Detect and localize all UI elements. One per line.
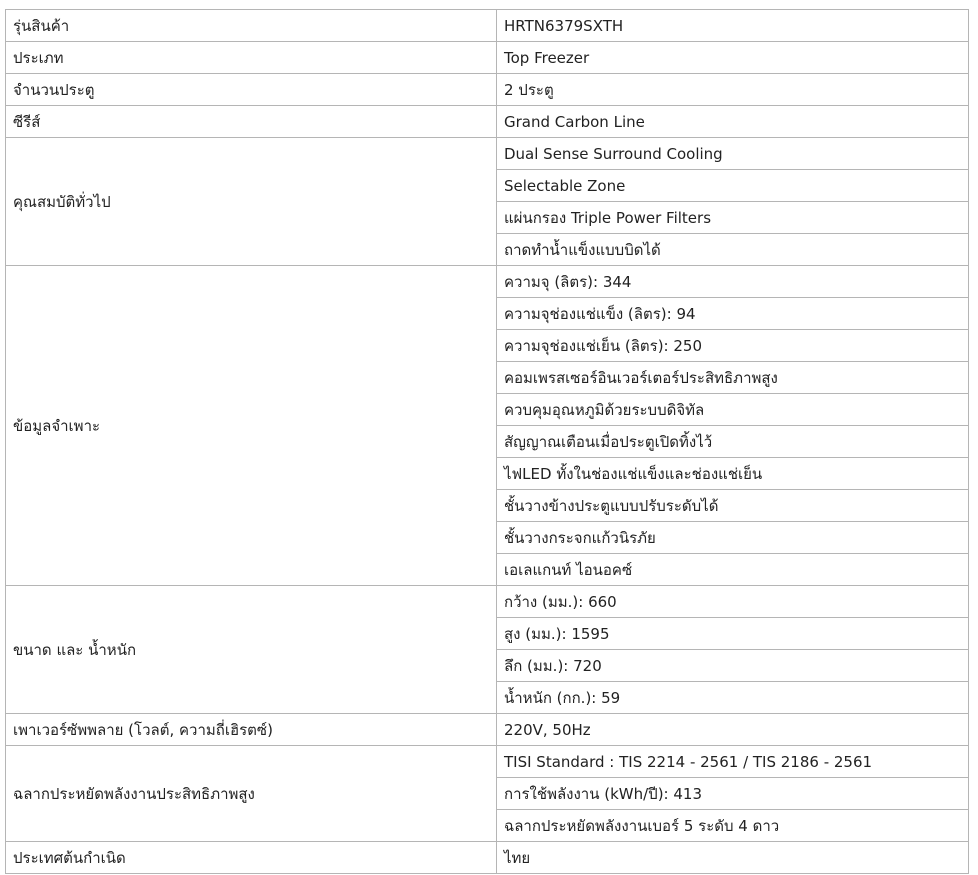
- spec-value: กว้าง (มม.): 660: [497, 586, 969, 618]
- spec-label: ซีรีส์: [6, 106, 497, 138]
- spec-value: 2 ประตู: [497, 74, 969, 106]
- spec-label: รุ่นสินค้า: [6, 10, 497, 42]
- spec-label: ฉลากประหยัดพลังงานประสิทธิภาพสูง: [6, 746, 497, 842]
- spec-label: คุณสมบัติทั่วไป: [6, 138, 497, 266]
- spec-label: เพาเวอร์ซัพพลาย (โวลต์, ความถี่เฮิรตซ์): [6, 714, 497, 746]
- spec-label: ข้อมูลจำเพาะ: [6, 266, 497, 586]
- spec-row: [6, 74, 969, 106]
- spec-row: [6, 586, 969, 618]
- spec-value: ควบคุมอุณหภูมิด้วยระบบดิจิทัล: [497, 394, 969, 426]
- spec-value: ความจุ (ลิตร): 344: [497, 266, 969, 298]
- spec-value: Grand Carbon Line: [497, 106, 969, 138]
- spec-label: ประเทศต้นกำเนิด: [6, 842, 497, 874]
- spec-value: ลึก (มม.): 720: [497, 650, 969, 682]
- spec-value: HRTN6379SXTH: [497, 10, 969, 42]
- spec-value: สูง (มม.): 1595: [497, 618, 969, 650]
- spec-value: Selectable Zone: [497, 170, 969, 202]
- spec-row: [6, 842, 969, 874]
- spec-value: ชั้นวางข้างประตูแบบปรับระดับได้: [497, 490, 969, 522]
- spec-row: [6, 746, 969, 778]
- spec-value: การใช้พลังงาน (kWh/ปี): 413: [497, 778, 969, 810]
- spec-row: [6, 10, 969, 42]
- spec-value: ถาดทำน้ำแข็งแบบบิดได้: [497, 234, 969, 266]
- spec-row: [6, 106, 969, 138]
- spec-table-body: [6, 10, 969, 874]
- spec-table: [5, 9, 969, 874]
- spec-row: [6, 42, 969, 74]
- spec-value: ความจุช่องแช่เย็น (ลิตร): 250: [497, 330, 969, 362]
- spec-value: Dual Sense Surround Cooling: [497, 138, 969, 170]
- spec-label: จำนวนประตู: [6, 74, 497, 106]
- spec-value: แผ่นกรอง Triple Power Filters: [497, 202, 969, 234]
- spec-value: ไทย: [497, 842, 969, 874]
- spec-row: [6, 138, 969, 170]
- spec-value: ชั้นวางกระจกแก้วนิรภัย: [497, 522, 969, 554]
- spec-row: [6, 266, 969, 298]
- spec-value: สัญญาณเตือนเมื่อประตูเปิดทิ้งไว้: [497, 426, 969, 458]
- spec-value: เอเลแกนท์ ไอนอคซ์: [497, 554, 969, 586]
- spec-value: TISI Standard : TIS 2214 - 2561 / TIS 2186 - 2561: [497, 746, 969, 778]
- spec-value: Top Freezer: [497, 42, 969, 74]
- spec-value: ไฟLED ทั้งในช่องแช่แข็งและช่องแช่เย็น: [497, 458, 969, 490]
- spec-value: ฉลากประหยัดพลังงานเบอร์ 5 ระดับ 4 ดาว: [497, 810, 969, 842]
- spec-value: น้ำหนัก (กก.): 59: [497, 682, 969, 714]
- spec-value: ความจุช่องแช่แข็ง (ลิตร): 94: [497, 298, 969, 330]
- spec-value: คอมเพรสเซอร์อินเวอร์เตอร์ประสิทธิภาพสูง: [497, 362, 969, 394]
- spec-value: 220V, 50Hz: [497, 714, 969, 746]
- spec-label: ประเภท: [6, 42, 497, 74]
- spec-label: ขนาด และ น้ำหนัก: [6, 586, 497, 714]
- spec-row: [6, 714, 969, 746]
